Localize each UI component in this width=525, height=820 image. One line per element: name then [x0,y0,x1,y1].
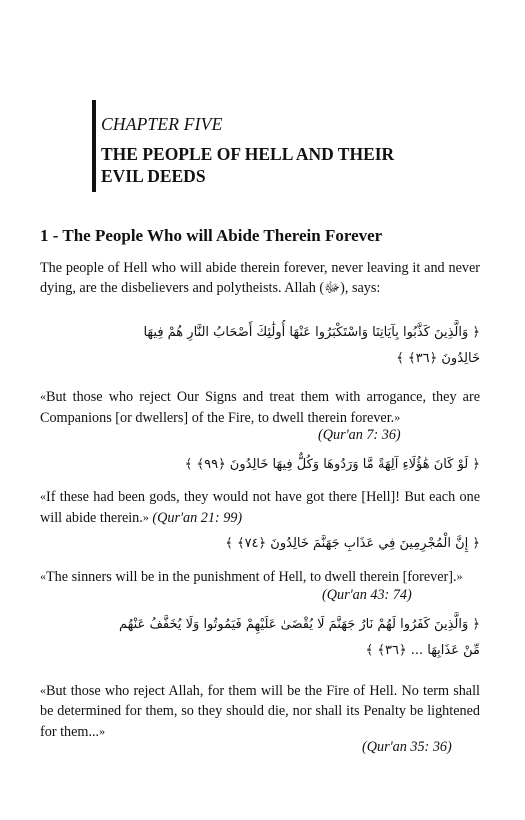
verse-reference: (Qur'an 43: 74) [322,587,412,603]
arabic-verse-line: ﴿ وَالَّذِينَ كَذَّبُوا بِآيَاتِنَا وَاسْتَكْبَرُوا عَنْهَا أُولَٰئِكَ أَصْحَابُ النَّارِ هُمْ فِيهَا [143,325,480,340]
ornate-bracket-open-icon: « [40,389,46,403]
translation-text: If these had been gods, they would not have got there [Hell]! But each one will abide therein. [40,489,480,526]
chapter-side-bar [92,100,96,192]
ornate-bracket-close-icon: » [99,724,106,738]
verse-translation [40,486,480,528]
chapter-title: THE PEOPLE OF HELL AND THEIR EVIL DEEDS [101,144,395,186]
verse-translation [40,680,480,742]
ornate-bracket-close-icon: » [456,569,463,583]
chapter-label: CHAPTER FIVE [101,114,223,134]
verse-reference: (Qur'an 21: 99) [152,510,243,526]
ornate-bracket-close-icon: » [142,510,149,524]
arabic-verse-line: مِّنْ عَذَابِهَا ... ﴿٣٦﴾ ﴾ [365,643,480,658]
verse-reference: (Qur'an 35: 36) [362,739,452,755]
arabic-verse-line: ﴿ لَوْ كَانَ هَٰؤُلَاءِ آلِهَةً مَّا وَرَدُوهَا وَكُلٌّ فِيهَا خَالِدُونَ ﴿٩٩﴾ ﴾ [184,457,480,472]
translation-text: The sinners will be in the punishment of Hell, to dwell therein [forever]. [46,569,457,585]
intro-paragraph: The people of Hell who will abide therein forever, never leaving it and never dying, are the disbelievers and polytheists. Allah (ﷻ), says: [40,260,480,296]
section-heading: 1 - The People Who will Abide Therein Forever [40,226,383,245]
arabic-verse-line: ﴿ وَالَّذِينَ كَفَرُوا لَهُمْ نَارُ جَهَنَّمَ لَا يُقْضَىٰ عَلَيْهِمْ فَيَمُوتُوا وَلَا يُخَفَّفُ عَنْهُم [118,617,480,632]
translation-text: But those who reject Our Signs and treat them with arrogance, they are Companions [or dwellers] of the Fire, to dwell therein forever. [40,389,480,426]
arabic-verse-line: خَالِدُونَ ﴿٣٦﴾ ﴾ [396,351,480,366]
verse-translation [40,566,480,587]
verse-reference: (Qur'an 7: 36) [318,427,401,443]
ornate-bracket-open-icon: « [40,489,46,503]
ornate-bracket-open-icon: « [40,683,46,697]
ornate-bracket-open-icon: « [40,569,46,583]
translation-text: But those who reject Allah, for them will be the Fire of Hell. No term shall be determined for them, so they should die, nor shall its Penalty be lightened for them... [40,683,480,740]
ornate-bracket-close-icon: » [394,410,401,424]
arabic-verse-line: ﴿ إِنَّ الْمُجْرِمِينَ فِي عَذَابِ جَهَنَّمَ خَالِدُونَ ﴿٧٤﴾ ﴾ [225,536,480,551]
verse-translation [40,386,480,428]
